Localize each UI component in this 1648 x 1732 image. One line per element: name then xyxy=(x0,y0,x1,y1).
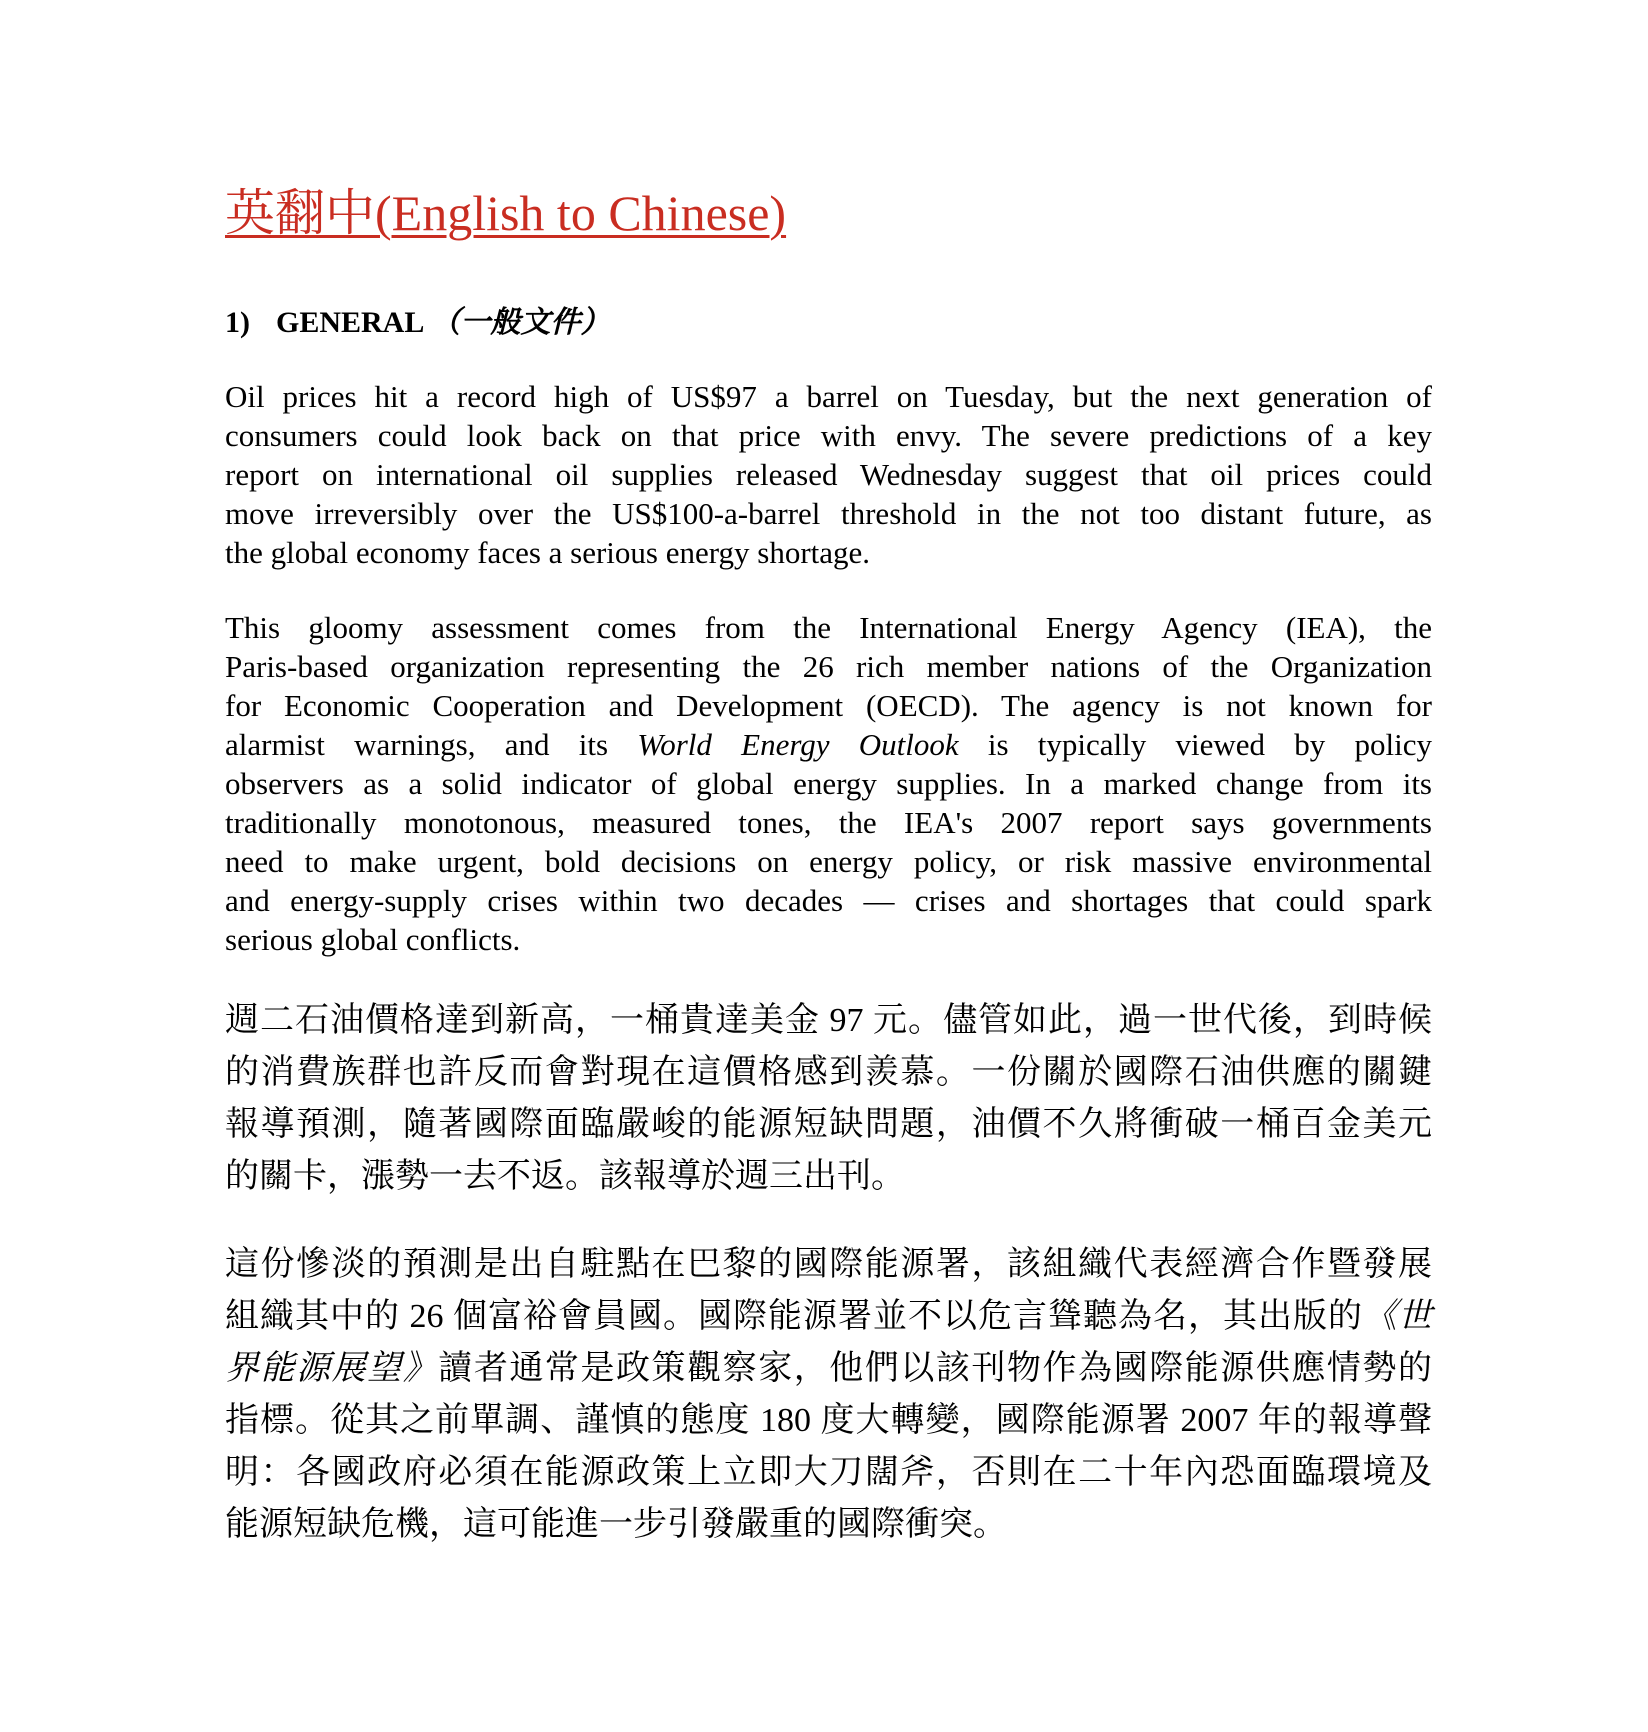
document-paragraphs xyxy=(225,377,1432,1551)
text-line xyxy=(225,725,1432,764)
text-segment: consumers could look back on that price with envy. The severe predictions of a key xyxy=(225,418,1432,453)
text-line xyxy=(225,1343,1432,1395)
text-line xyxy=(225,1447,1432,1499)
page-title: 英翻中(English to Chinese) xyxy=(225,185,787,241)
italic-text-segment: 界能源展望》 xyxy=(225,1350,439,1387)
text-segment: 讀者通常是政策觀察家，他們以該刊物作為國際能源供應情勢的 xyxy=(438,1350,1433,1387)
text-segment: 的消費族群也許反而會對現在這價格感到羨慕。一份關於國際石油供應的關鍵 xyxy=(225,1054,1432,1091)
text-line xyxy=(225,533,1432,572)
text-segment: serious global conflicts. xyxy=(225,922,521,957)
text-segment: traditionally monotonous, measured tones, the IEA's 2007 report says governments xyxy=(225,805,1432,840)
text-segment: 指標。從其之前單調、謹慎的態度 180 度大轉變，國際能源署 2007 年的報導聲 xyxy=(225,1402,1432,1439)
document-page xyxy=(225,186,1432,1551)
paragraph-chinese-1 xyxy=(225,995,1432,1203)
text-segment: alarmist warnings, and its xyxy=(225,727,638,762)
section-number: 1) xyxy=(225,306,250,339)
paragraph-english-1 xyxy=(225,377,1432,572)
text-segment: for Economic Cooperation and Development (OECD). The agency is not known for xyxy=(225,688,1432,723)
text-line xyxy=(225,416,1432,455)
text-segment: the global economy faces a serious energy shortage. xyxy=(225,535,871,570)
text-line xyxy=(225,686,1432,725)
text-line xyxy=(225,1499,1432,1551)
text-line xyxy=(225,1151,1432,1203)
text-segment: 週二石油價格達到新高，一桶貴達美金 97 元。儘管如此，過一世代後，到時候 xyxy=(225,1002,1432,1039)
text-line xyxy=(225,995,1432,1047)
text-line xyxy=(225,455,1432,494)
section-title-zh: （一般文件） xyxy=(430,306,611,339)
text-line xyxy=(225,842,1432,881)
paragraph-chinese-2 xyxy=(225,1239,1432,1551)
text-segment: observers as a solid indicator of global energy supplies. In a marked change from its xyxy=(225,766,1432,801)
text-line xyxy=(225,1395,1432,1447)
text-segment: 能源短缺危機，這可能進一步引發嚴重的國際衝突。 xyxy=(225,1506,1007,1543)
section-heading xyxy=(225,297,1432,341)
text-line xyxy=(225,764,1432,803)
text-line xyxy=(225,803,1432,842)
text-line xyxy=(225,1047,1432,1099)
text-segment: 報導預測，隨著國際面臨嚴峻的能源短缺問題，油價不久將衝破一桶百金美元 xyxy=(225,1106,1432,1143)
text-line xyxy=(225,920,1432,959)
text-segment: Oil prices hit a record high of US$97 a barrel on Tuesday, but the next generation of xyxy=(225,379,1432,414)
text-segment: report on international oil supplies released Wednesday suggest that oil prices could xyxy=(225,457,1432,492)
text-segment: and energy-supply crises within two decades — crises and shortages that could spark xyxy=(225,883,1432,918)
italic-text-segment: World Energy Outlook xyxy=(637,727,959,762)
text-segment: 的關卡，漲勢一去不返。該報導於週三出刊。 xyxy=(225,1158,905,1195)
text-line xyxy=(225,1099,1432,1151)
text-segment: need to make urgent, bold decisions on energy policy, or risk massive environmental xyxy=(225,844,1432,879)
paragraph-english-2 xyxy=(225,608,1432,959)
text-segment: move irreversibly over the US$100-a-barrel threshold in the not too distant future, as xyxy=(225,496,1432,531)
text-segment: This gloomy assessment comes from the International Energy Agency (IEA), the xyxy=(225,610,1432,645)
text-line xyxy=(225,1239,1432,1291)
text-line xyxy=(225,494,1432,533)
text-segment: is typically viewed by policy xyxy=(958,727,1432,762)
text-line xyxy=(225,608,1432,647)
text-line xyxy=(225,1291,1432,1343)
text-segment: 這份慘淡的預測是出自駐點在巴黎的國際能源署，該組織代表經濟合作暨發展 xyxy=(225,1246,1432,1283)
text-line xyxy=(225,881,1432,920)
text-segment: 組織其中的 26 個富裕會員國。國際能源署並不以危言聳聽為名，其出版的 xyxy=(225,1298,1363,1335)
text-line xyxy=(225,647,1432,686)
text-line xyxy=(225,377,1432,416)
section-title-en: GENERAL xyxy=(276,306,425,339)
text-segment: Paris-based organization representing the 26 rich member nations of the Organization xyxy=(225,649,1432,684)
text-segment: 明：各國政府必須在能源政策上立即大刀闊斧，否則在二十年內恐面臨環境及 xyxy=(225,1454,1432,1491)
italic-text-segment: 《世 xyxy=(1363,1298,1432,1335)
